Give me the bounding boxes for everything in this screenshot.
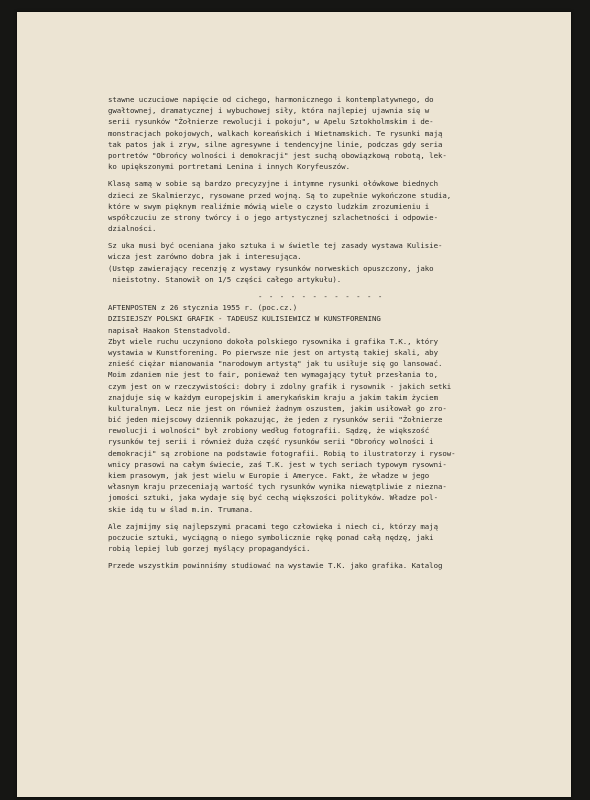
paragraph <box>108 560 533 571</box>
text-line: bić jeden miejscowy dziennik pokazując, że jeden z rysunków serii "Żołnierze <box>108 415 443 425</box>
text-line: nieistotny. Stanowił on 1/5 części całego artykułu). <box>108 274 342 284</box>
text-line: znajduje się w każdym europejskim i amerykańskim kraju a jakim takim życiem <box>108 392 438 402</box>
text-line: dzieci ze Skalmierzyc, rysowane przed wojną. Są to zupełnie wykończone studia, <box>108 190 452 200</box>
text-line: DZISIEJSZY POLSKI GRAFIK - TADEUSZ KULISIEWICZ W KUNSTFORENING <box>108 314 381 324</box>
text-line: Moim zdaniem nie jest to fair, ponieważ ten wymagający tytuł przesłania to, <box>108 370 438 380</box>
text-line: Sz uka musi być oceniana jako sztuka i w świetle tej zasady wystawa Kulisie- <box>108 241 443 251</box>
paragraph <box>108 240 533 285</box>
text-line: wystawia w Kunstforening. Po pierwsze nie jest on artystą takiej skali, aby <box>108 347 438 357</box>
text-line: AFTENPOSTEN z 26 stycznia 1955 r. (poc.cz.) <box>108 303 298 313</box>
text-line: gwałtownej, dramatycznej i wybuchowej siły, która najlepiej ujawnia się w <box>108 106 430 116</box>
text-line: stawne uczuciowe napięcie od cichego, harmonicznego i kontemplatywnego, do <box>108 95 434 104</box>
text-line: serii rysunków "Żołnierze rewolucji i pokoju", w Apelu Sztokholmskim i de- <box>108 117 434 127</box>
text-line: Klasą samą w sobie są bardzo precyzyjne i intymne rysunki ołówkowe biednych <box>108 179 438 189</box>
text-line: własnym kraju przeceniają wartość tych rysunków wynika niewątpliwie z niezna- <box>108 482 447 492</box>
text-line: robią lepiej lub gorzej myślący propagandyści. <box>108 544 311 554</box>
paragraph <box>108 291 533 515</box>
text-line: monstracjach pokojowych, walkach koreańskich i Wietnamskich. Te rysunki mają <box>108 128 443 138</box>
text-line: współczuciu ze strony twórcy i o jego artystycznej szlachetności i odpowie- <box>108 212 438 222</box>
paragraph <box>108 94 533 172</box>
text-line: Ale zajmijmy się najlepszymi pracami tego człowieka i niech ci, którzy mają <box>108 521 438 531</box>
text-line: jomości sztuki, jaka wydaje się być cechą większości polityków. Władze pol- <box>108 493 438 503</box>
text-line: znieść ciężar mianowania "narodowym artystą" jak tu usiłuje się go lansować. <box>108 359 443 369</box>
text-line: wicza jest zarówno dobra jak i interesująca. <box>108 252 302 262</box>
text-line: dzialności. <box>108 224 157 234</box>
paragraph <box>108 521 533 555</box>
text-line: kulturalnym. Lecz nie jest on również żadnym oszustem, jakim usiłował go zro- <box>108 403 447 413</box>
text-line: Zbyt wiele ruchu uczyniono dokoła polskiego rysownika i grafika T.K., który <box>108 336 438 346</box>
text-line: ko upiększonymi portretami Lenina i innych Koryfeuszów. <box>108 162 350 172</box>
text-line: wnicy prasowi na całym świecie, zaś T.K. jest w tych seriach typowym rysowni- <box>108 459 447 469</box>
text-line: napisał Haakon Stenstadvold. <box>108 325 232 335</box>
separator-dashes: - - - - - - - - - - - - <box>258 292 384 301</box>
text-line: tak patos jak i zryw, silne agresywne i tendencyjne linie, podczas gdy seria <box>108 139 443 149</box>
text-line: poczucie sztuki, wyciągną o niego symbolicznie rękę ponad całą nędzę, jaki <box>108 532 434 542</box>
text-line: rysunków tej serii i również duża część rysunków serii "Obrońcy wolności i <box>108 437 434 447</box>
typed-text-body <box>108 94 533 572</box>
text-line: portretów "Obrońcy wolności i demokracji" jest suchą obowiązkową robotą, lek- <box>108 150 447 160</box>
text-line: (Ustęp zawierający recenzję z wystawy rysunków norweskich opuszczony, jako <box>108 263 434 273</box>
text-line: Przede wszystkim powinniśmy studiować na wystawie T.K. jako grafika. Katalog <box>108 561 443 571</box>
text-line: kiem prasowym, jak jest wielu w Europie i Ameryce. Fakt, że władze w jego <box>108 471 430 480</box>
text-line: czym jest on w rzeczywistości: dobry i zdolny grafik i rysownik - jakich setki <box>108 381 452 391</box>
text-line: demokracji" są zrobione na podstawie fotografii. Robią to ilustratorzy i rysow- <box>108 448 456 458</box>
text-line: skie idą tu w ślad m.in. Trumana. <box>108 504 254 514</box>
paragraph <box>108 178 533 234</box>
text-line: które w swym pięknym realiźmie mówią wiele o czysto ludzkim zrozumieniu i <box>108 201 430 211</box>
text-line: rewolucji i wolności" był zrobiony według fotografii. Sądzę, że większość <box>108 426 430 436</box>
